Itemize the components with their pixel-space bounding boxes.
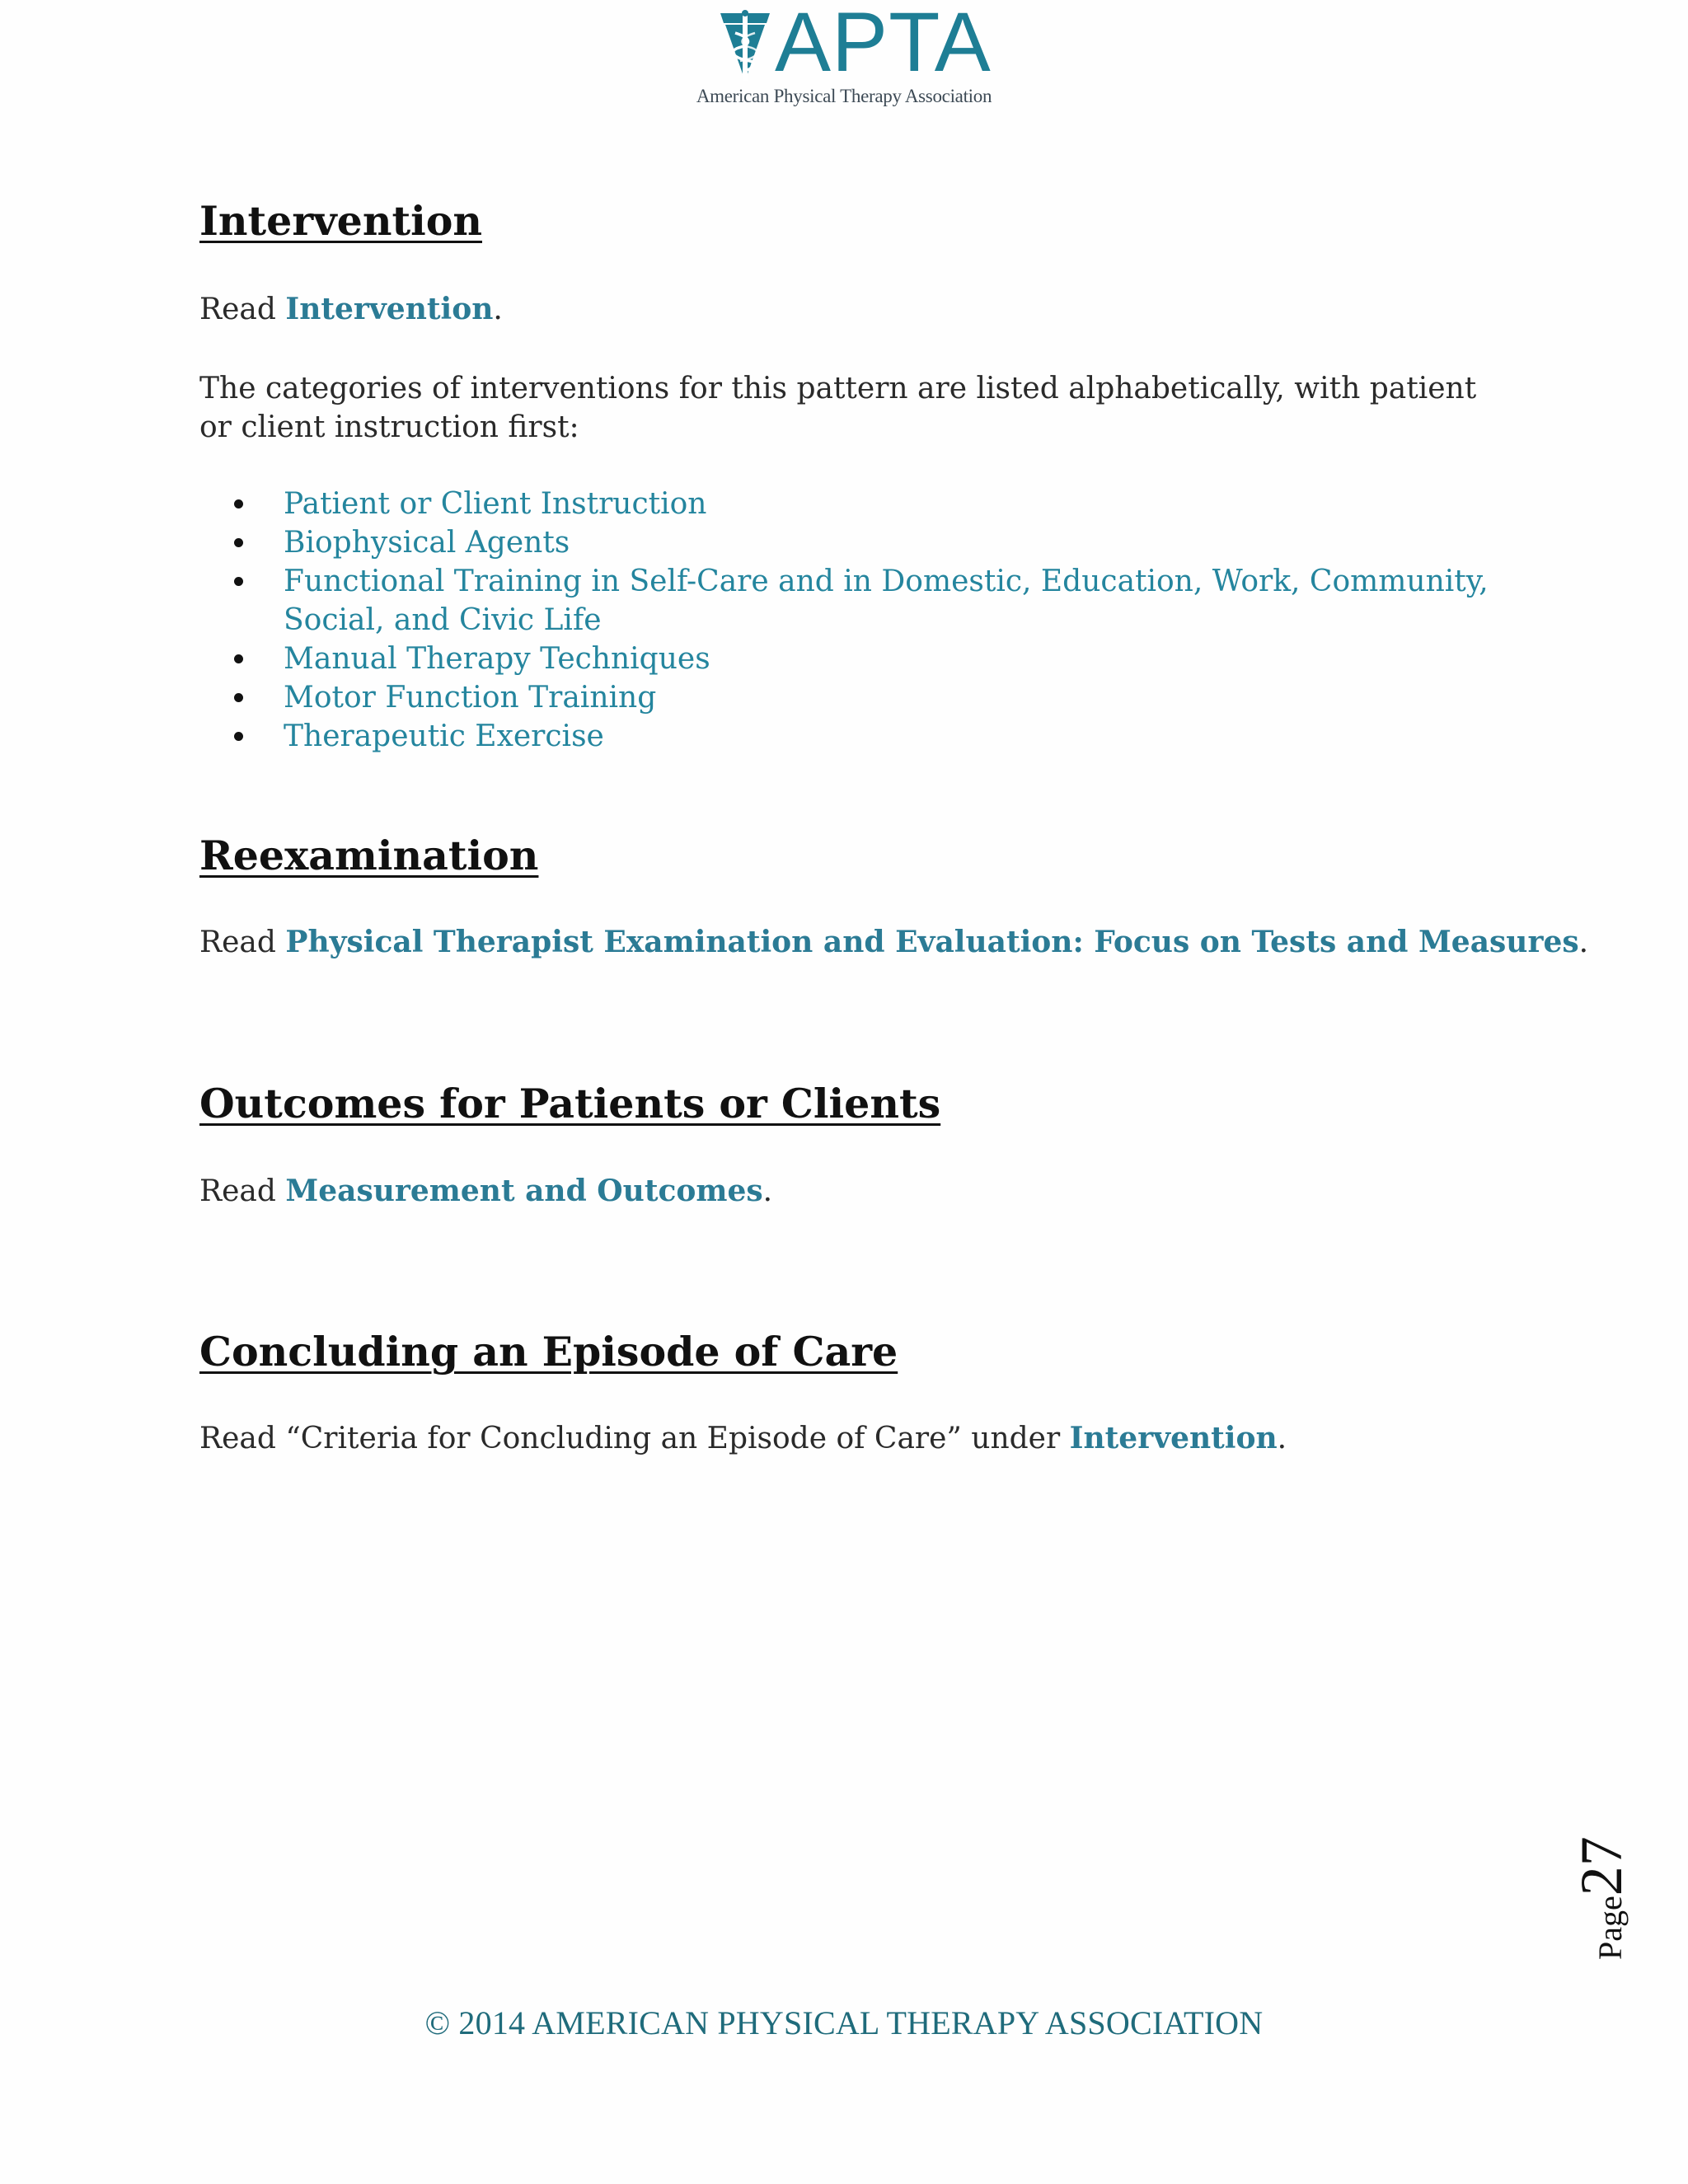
category-link-therapeutic-exercise[interactable]: Therapeutic Exercise [284,719,604,753]
heading-concluding-episode: Concluding an Episode of Care [199,1328,898,1376]
bullet-icon [234,654,243,663]
bullet-icon [234,577,243,586]
bullet-icon [234,499,243,509]
measurement-outcomes-link[interactable]: Measurement and Outcomes [285,1174,763,1208]
page-label: Page [1592,1896,1629,1960]
bullet-icon [234,538,243,547]
categories-paragraph: The categories of interventions for this pattern are listed alphabetically, with patient or client instruction first: [199,372,1477,444]
category-link-manual-therapy[interactable]: Manual Therapy Techniques [284,642,710,676]
read-suffix: . [1578,926,1589,959]
read-suffix: . [1277,1422,1287,1455]
heading-intervention: Intervention [199,197,482,245]
read-suffix: . [493,293,503,326]
examination-evaluation-link[interactable]: Physical Therapist Examination and Evaluation: Focus on Tests and Measures [285,925,1579,959]
list-item [199,640,1502,678]
category-link-motor-function[interactable]: Motor Function Training [284,681,657,715]
read-prefix: Read [199,1174,286,1208]
read-prefix: Read [199,293,286,326]
bullet-icon [234,732,243,741]
intervention-link[interactable]: Intervention [1069,1421,1278,1455]
copyright-footer: © 2014 AMERICAN PHYSICAL THERAPY ASSOCIATION [424,2004,1264,2041]
intervention-category-list [199,485,1502,756]
read-prefix: Read “Criteria for Concluding an Episode of Care” under [199,1422,1070,1455]
category-link-patient-instruction[interactable]: Patient or Client Instruction [284,487,707,521]
read-reexamination-paragraph [199,923,1589,962]
bullet-icon [234,693,243,702]
list-item [199,523,1502,562]
page-number-value: 27 [1568,1836,1634,1896]
list-item [199,717,1502,756]
caduceus-icon [719,10,771,82]
read-concluding-paragraph [199,1419,1502,1458]
intervention-link[interactable]: Intervention [285,292,494,326]
logo-subtitle: American Physical Therapy Association [696,86,992,106]
category-link-functional-training[interactable]: Functional Training in Self-Care and in Domestic, Education, Work, Community, Social, and Civic Life [284,565,1489,637]
heading-outcomes: Outcomes for Patients or Clients [199,1080,941,1127]
read-intervention-paragraph [199,290,1502,329]
heading-reexamination: Reexamination [199,832,539,879]
apta-logo [686,0,1002,107]
page-number [1568,1836,1634,1968]
list-item [199,678,1502,717]
read-outcomes-paragraph [199,1172,1502,1211]
list-item [199,485,1502,523]
list-item [199,562,1502,640]
read-suffix: . [762,1174,773,1208]
logo-wordmark: APTA [775,0,992,89]
read-prefix: Read [199,926,286,959]
category-link-biophysical-agents[interactable]: Biophysical Agents [284,526,570,560]
